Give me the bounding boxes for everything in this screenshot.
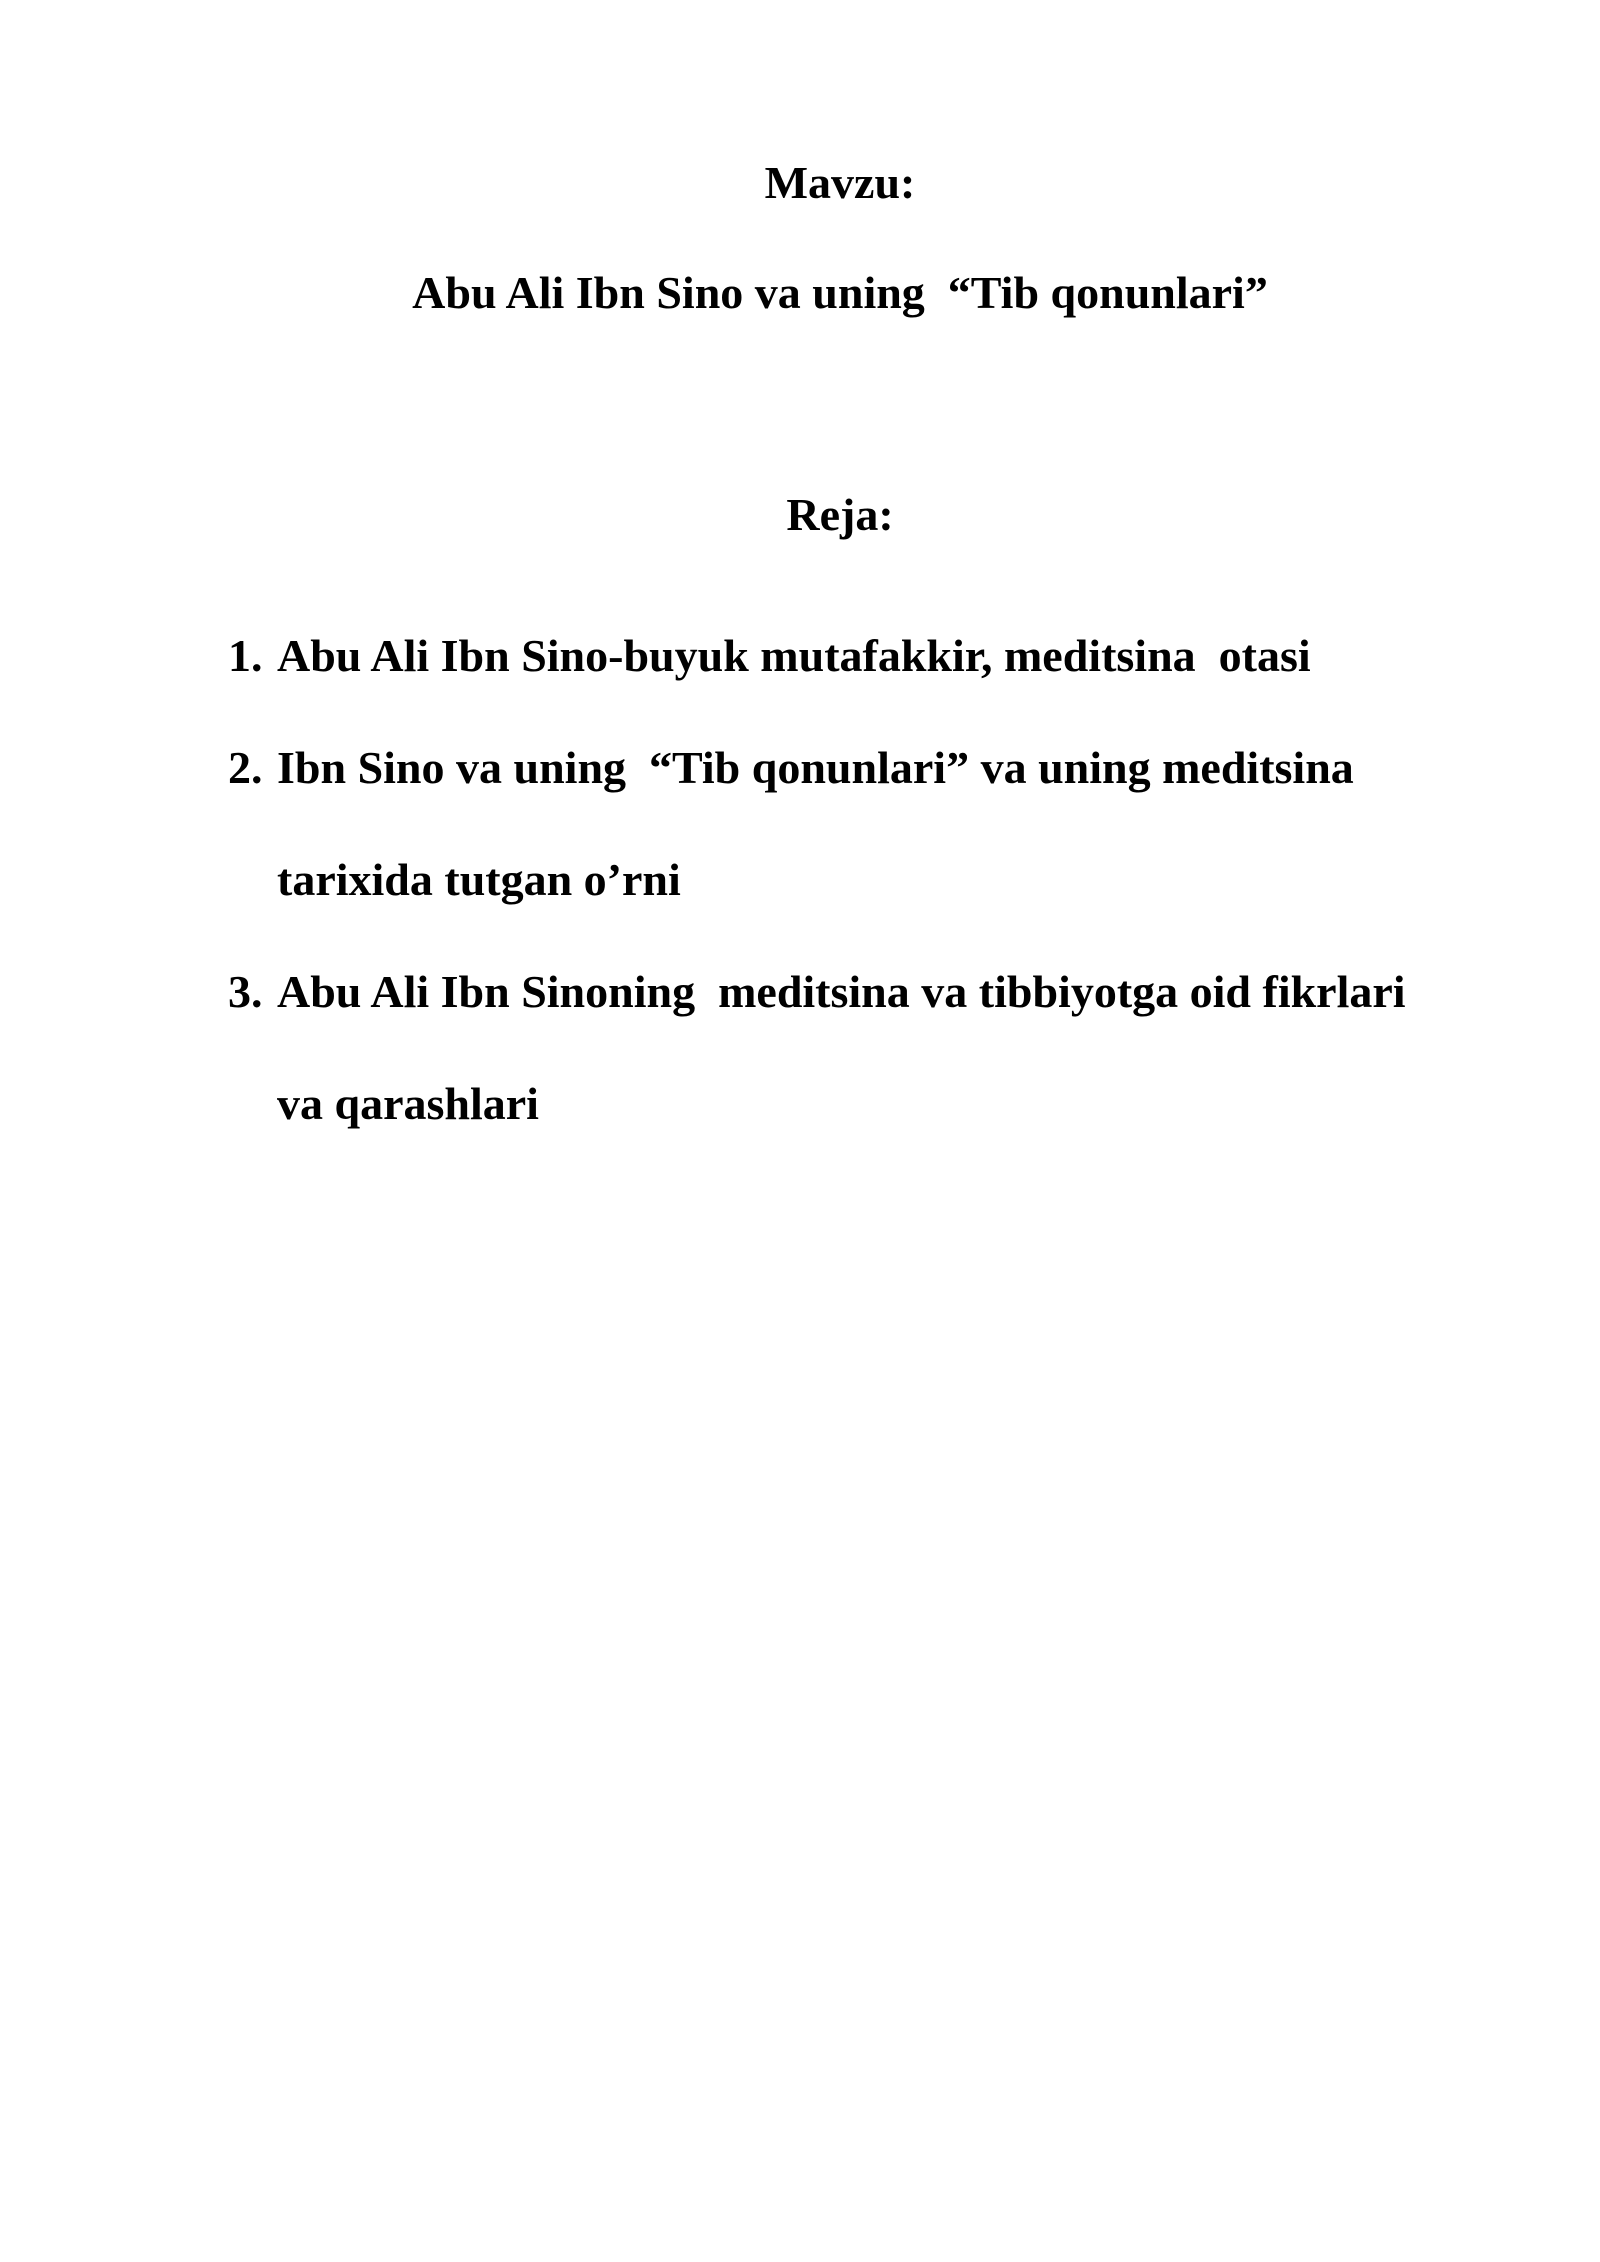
topic-label: Mavzu: <box>764 157 916 208</box>
plan-item-2 <box>228 712 1528 936</box>
topic-title: Abu Ali Ibn Sino va uning “Tib qonunlari” <box>412 267 1268 318</box>
plan-item-text: Abu Ali Ibn Sino-buyuk mutafakkir, meditsina otasi <box>277 630 1311 681</box>
plan-label: Reja: <box>786 489 894 540</box>
plan-item-number: 1. <box>228 630 263 681</box>
plan-item-3 <box>228 936 1528 1160</box>
plan-item-text: Abu Ali Ibn Sinoning meditsina va tibbiyotga oid fikrlari va qarashlari <box>277 966 1429 1129</box>
plan-item-number: 3. <box>228 966 263 1017</box>
plan-item-text: Ibn Sino va uning “Tib qonunlari” va uning meditsina tarixida tutgan o’rni <box>277 742 1366 905</box>
plan-item-number: 2. <box>228 742 263 793</box>
plan-list <box>228 600 1528 1160</box>
plan-item-1 <box>228 600 1528 712</box>
